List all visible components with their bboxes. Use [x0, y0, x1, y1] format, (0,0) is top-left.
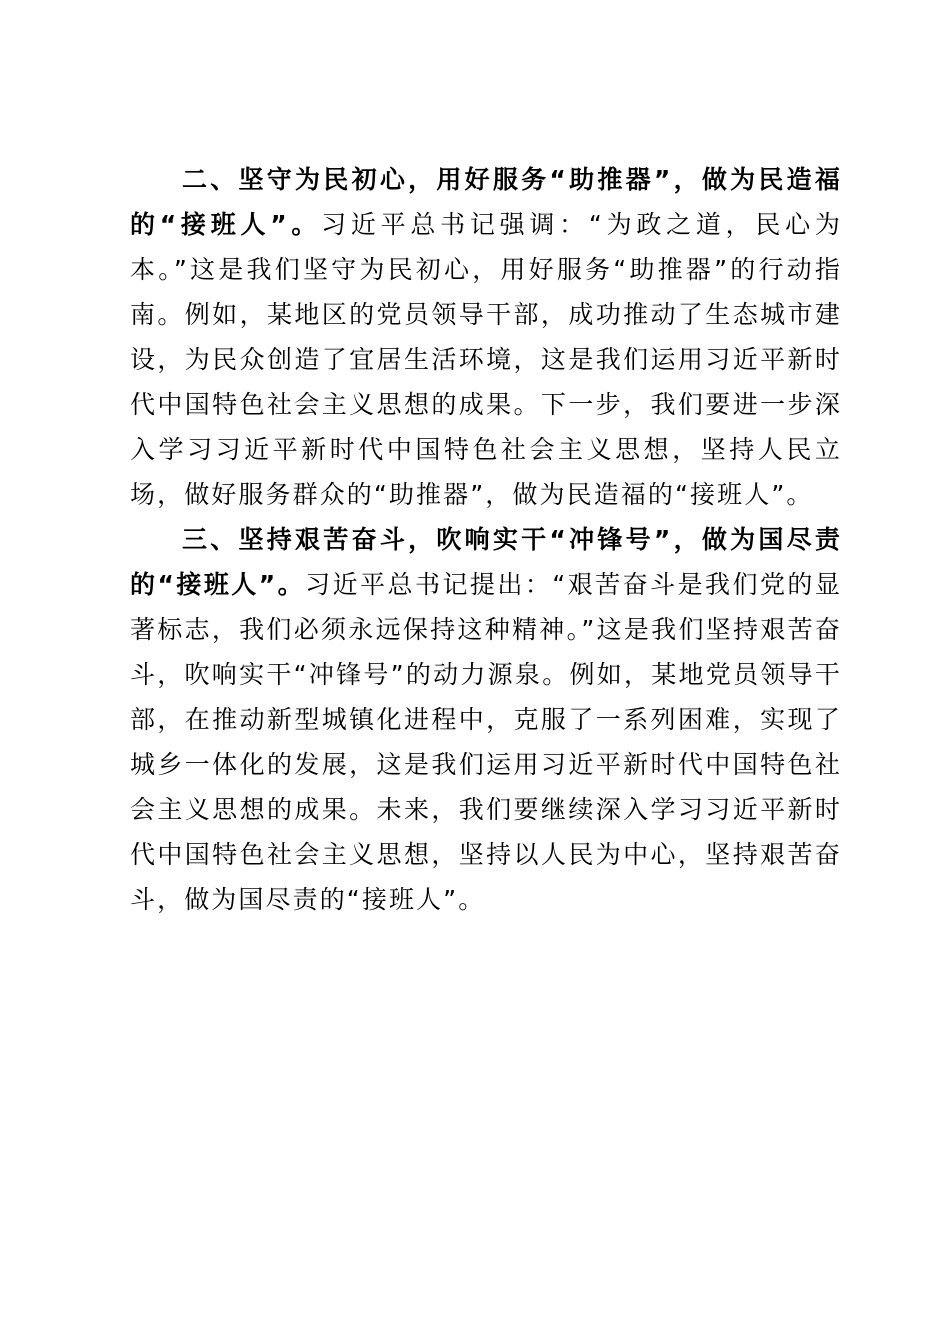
section-two-paragraph [130, 157, 842, 517]
section-three-heading: 三、坚持艰苦奋斗，吹响实干“冲锋号”，做为国尽责的“接班人”。 [130, 525, 842, 599]
section-three-paragraph [130, 517, 842, 922]
section-two-body: 习近平总书记强调：“为政之道，民心为本。”这是我们坚守为民初心，用好服务“助推器”的行动指南。例如，某地区的党员领导干部，成功推动了生态城市建设，为民众创造了宜居生活环境，这是我们运用习近平新时代中国特色社会主义思想的成果。下一步，我们要进一步深入学习习近平新时代中国特色社会主义思想，坚持人民立场，做好服务群众的“助推器”，做为民造福的“接班人”。 [130, 210, 842, 509]
section-two-heading: 二、坚守为民初心，用好服务“助推器”，做为民造福的“接班人”。 [130, 165, 842, 239]
section-three-body: 习近平总书记提出：“艰苦奋斗是我们党的显著标志，我们必须永远保持这种精神。”这是我们坚持艰苦奋斗，吹响实干“冲锋号”的动力源泉。例如，某地党员领导干部，在推动新型城镇化进程中，克服了一系列困难，实现了城乡一体化的发展，这是我们运用习近平新时代中国特色社会主义思想的成果。未来，我们要继续深入学习习近平新时代中国特色社会主义思想，坚持以人民为中心，坚持艰苦奋斗，做为国尽责的“接班人”。 [130, 570, 842, 914]
document-body [130, 157, 842, 922]
